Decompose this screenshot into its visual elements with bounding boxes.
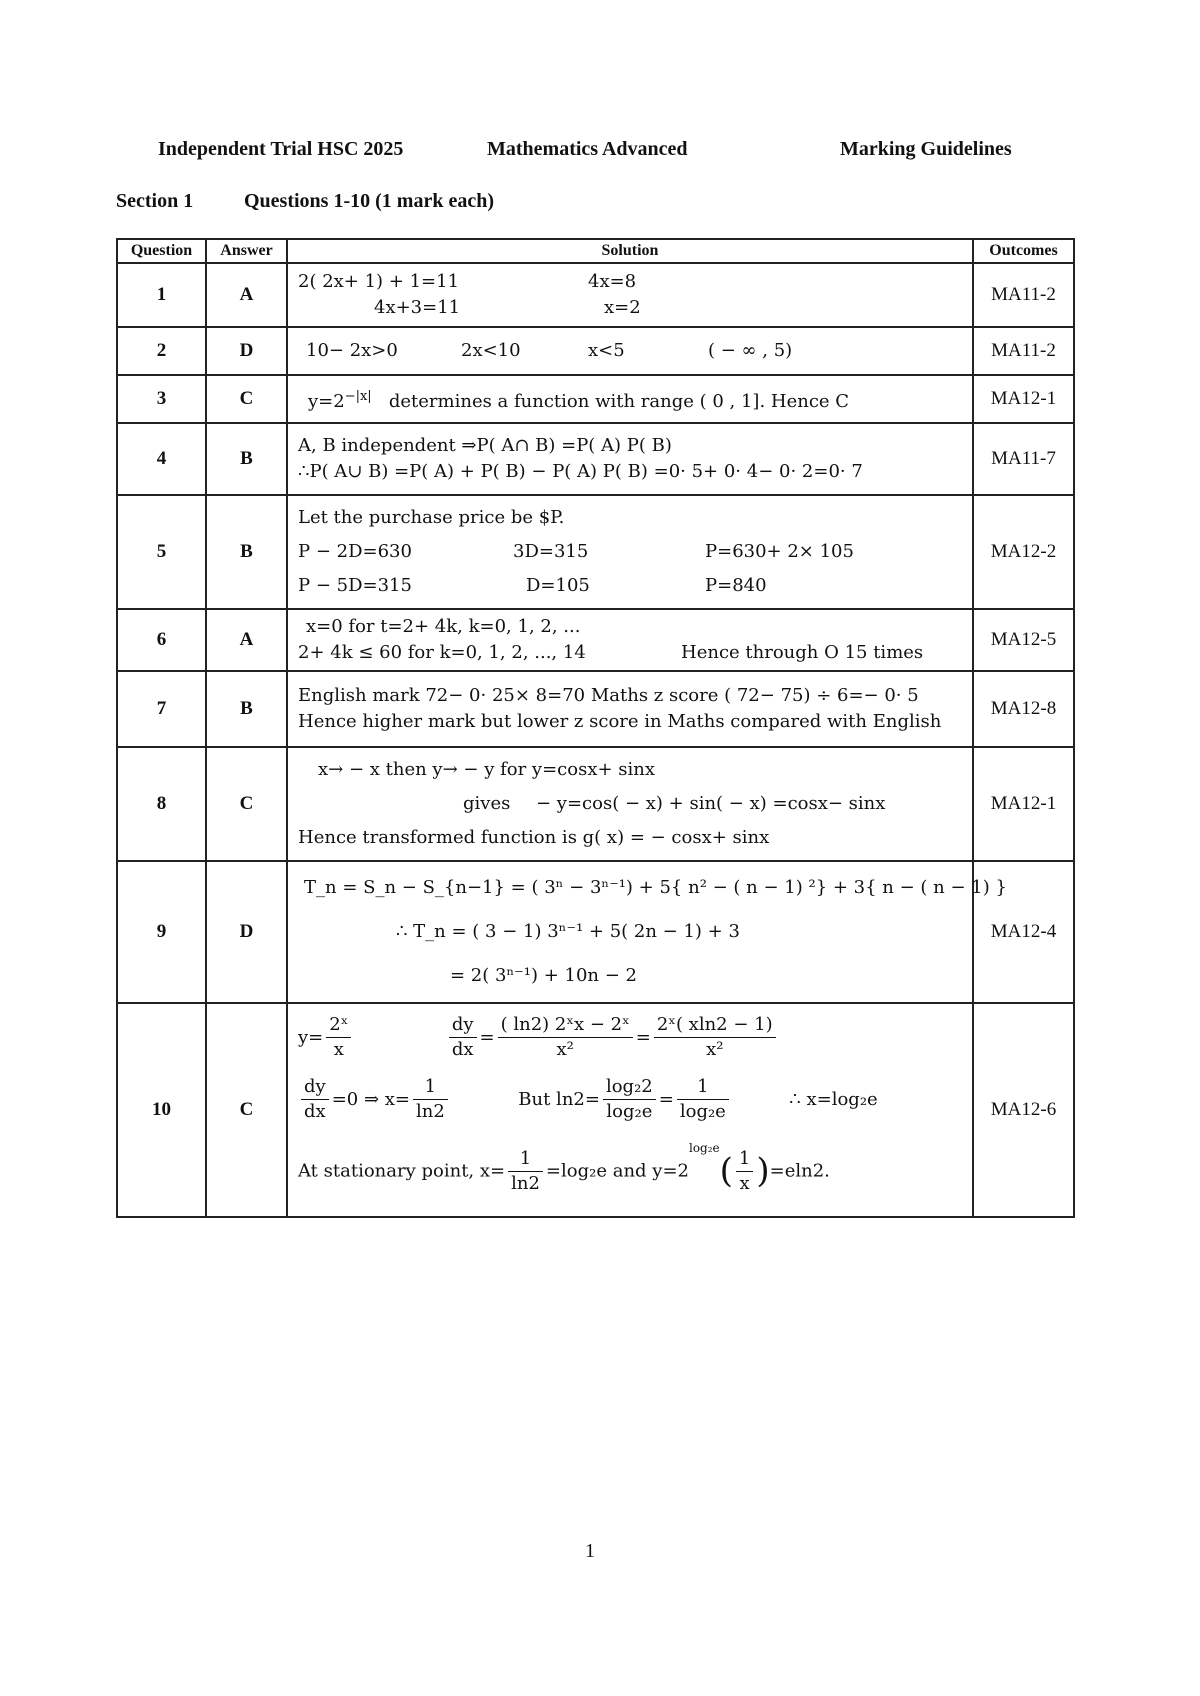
q5-r2b: D=105 — [526, 575, 590, 596]
outcome: MA12-1 — [973, 747, 1074, 861]
table-row — [117, 495, 1074, 609]
question-number: 2 — [117, 327, 206, 375]
table-row — [117, 609, 1074, 671]
answer: A — [206, 263, 287, 327]
q10-dydx2 — [301, 1075, 329, 1124]
table-row — [117, 375, 1074, 423]
table-row — [117, 747, 1074, 861]
outcome: MA12-1 — [973, 375, 1074, 423]
answer: A — [206, 609, 287, 671]
q10-log-frac — [603, 1075, 656, 1124]
q5-r1c: P=630+ 2× 105 — [705, 541, 854, 562]
q10-therefore: ∴ x=log₂e — [789, 1089, 878, 1110]
q10-eqlog: =log₂e and y=2 — [545, 1160, 689, 1182]
header-center: Mathematics Advanced — [487, 138, 688, 160]
answer: D — [206, 861, 287, 1003]
question-number: 5 — [117, 495, 206, 609]
table-row — [117, 671, 1074, 747]
q8-line3: Hence transformed function is g( x) = − cosx+ sinx — [298, 827, 770, 848]
q10-one2: 1 — [677, 1075, 729, 1100]
outcome: MA12-4 — [973, 861, 1074, 1003]
solution-2 — [287, 327, 973, 375]
question-number: 9 — [117, 861, 206, 1003]
q10-eq1: = — [479, 1027, 495, 1048]
outcome: MA11-7 — [973, 423, 1074, 495]
q10-log22: log₂2 — [603, 1075, 656, 1100]
answer: D — [206, 327, 287, 375]
q10-zero: =0 ⇒ x= — [331, 1089, 410, 1110]
table-row — [117, 327, 1074, 375]
q10-stat: At stationary point, x= — [298, 1160, 506, 1182]
q10-dydx — [449, 1013, 477, 1062]
q10-y-frac — [326, 1013, 351, 1062]
q10-deriv-den: x² — [556, 1039, 574, 1060]
q10-y-den: x — [333, 1039, 344, 1060]
page-number: 1 — [585, 1540, 595, 1562]
q10-dx2: dx — [304, 1101, 326, 1122]
q10-deriv-num: ( ln2) 2ˣx − 2ˣ — [498, 1013, 633, 1038]
question-number: 1 — [117, 263, 206, 327]
solution-6 — [287, 609, 973, 671]
q10-dy2: dy — [301, 1075, 329, 1100]
solution-4 — [287, 423, 973, 495]
table-header-row — [117, 239, 1074, 263]
question-number: 6 — [117, 609, 206, 671]
q10-dy: dy — [449, 1013, 477, 1038]
q9-line1: T_n = S_n − S_{n−1} = ( 3ⁿ − 3ⁿ⁻¹) + 5{ n² − ( n − 1) ²} + 3{ n − ( n − 1) } — [304, 877, 1007, 898]
solution-10: y= $\frac{\text{2ˣ}}{x}$ $\frac{dy}{dx}$ = $\frac{\text{( ln2) 2ˣx − 2ˣ}}{\text{x²}}$ = $\frac{\text{2ˣ( xln2 − 1)}}{\text{x²}}$ $\frac{dy}{dx}$ =0 ⇒ x= $\frac{1}{\ln 2}$ But ln2= $\frac{\text{log₂2}}{\text{log₂e}}$ = $\frac{1}{\text{log₂e}}$ ∴ x=log₂e At stationary point, x= $\frac{1}{\ln 2}$ =log₂e and $y=2^{log_2e}$( $\frac{1}{x}$ )=eln2. — [287, 1003, 973, 1217]
q10-ln2b: ln2 — [511, 1172, 540, 1194]
outcome: MA12-5 — [973, 609, 1074, 671]
q10-one-over-ln2 — [413, 1075, 448, 1124]
q8-gives: gives — [463, 793, 511, 814]
col-answer: Answer — [206, 239, 287, 263]
q10-log2e: log₂e — [606, 1101, 653, 1122]
solution-1 — [287, 263, 973, 327]
solution-7 — [287, 671, 973, 747]
q8-line1: x→ − x then y→ − y for y=cosx+ sinx — [318, 759, 656, 780]
col-solution: Solution — [287, 239, 973, 263]
q10-deriv — [498, 1013, 633, 1062]
q7-line2: Hence higher mark but lower z score in Maths compared with English — [298, 711, 942, 732]
q6-line2: 2+ 4k ≤ 60 for k=0, 1, 2, ..., 14 — [298, 642, 586, 663]
q10-one3: 1 — [508, 1147, 543, 1172]
q9-line3: = 2( 3ⁿ⁻¹) + 10n − 2 — [450, 965, 637, 986]
q10-dx: dx — [451, 1039, 474, 1060]
q3-exp: −|x| — [344, 388, 372, 404]
q1-line2: 4x+3=11 — [374, 297, 461, 318]
q2-d: ( − ∞ , 5) — [708, 340, 793, 361]
q10-eq3: = — [658, 1089, 674, 1110]
q10-stat-frac — [508, 1147, 543, 1196]
q2-a: 10− 2x>0 — [306, 340, 398, 361]
q10-paren-num: 1 — [736, 1147, 753, 1172]
col-question: Question — [117, 239, 206, 263]
solution-8 — [287, 747, 973, 861]
q10-y-num: 2ˣ — [326, 1013, 351, 1038]
solution-5 — [287, 495, 973, 609]
q1-line1: 2( 2x+ 1) + 1=11 — [298, 271, 460, 292]
q1-line2b: x=2 — [604, 297, 641, 318]
q5-intro: Let the purchase price be $P. — [298, 507, 565, 528]
solution-9 — [287, 861, 1007, 1003]
answer: C — [206, 375, 287, 423]
outcome: MA12-6 — [973, 1003, 1074, 1217]
q10-deriv2-den: x² — [706, 1039, 724, 1060]
table-row — [117, 861, 1074, 1003]
q10-final: =eln2. — [769, 1160, 830, 1182]
table-row — [117, 423, 1074, 495]
q10-paren-den: x — [739, 1172, 750, 1194]
answer: B — [206, 671, 287, 747]
answer: B — [206, 495, 287, 609]
answer: B — [206, 423, 287, 495]
q5-r1b: 3D=315 — [513, 541, 589, 562]
q10-one: 1 — [413, 1075, 448, 1100]
question-number: 7 — [117, 671, 206, 747]
header-left: Independent Trial HSC 2025 — [158, 138, 404, 160]
table-row — [117, 1003, 1074, 1217]
q4-line2: ∴P( A∪ B) =P( A) + P( B) − P( A) P( B) =0· 5+ 0· 4− 0· 2=0· 7 — [298, 461, 863, 482]
q8-line2: − y=cos( − x) + sin( − x) =cosx− sinx — [536, 793, 886, 814]
q9-line2: ∴ T_n = ( 3 − 1) 3ⁿ⁻¹ + 5( 2n − 1) + 3 — [396, 921, 740, 942]
question-number: 3 — [117, 375, 206, 423]
question-number: 4 — [117, 423, 206, 495]
marking-table — [116, 238, 1075, 1218]
solution-3 — [287, 375, 973, 423]
q6-line1: x=0 for t=2+ 4k, k=0, 1, 2, ... — [306, 616, 581, 637]
q5-r2c: P=840 — [705, 575, 767, 596]
q10-log2e2: log₂e — [679, 1101, 726, 1122]
section-title: Questions 1-10 (1 mark each) — [244, 190, 494, 212]
q10-y-eq: y= — [298, 1027, 324, 1048]
section-label: Section 1 — [116, 190, 194, 212]
answer: C — [206, 1003, 287, 1217]
q10-but: But ln2= — [518, 1089, 600, 1110]
question-number: 8 — [117, 747, 206, 861]
answer: C — [206, 747, 287, 861]
q10-eq2: = — [635, 1027, 651, 1048]
q10-sup: log₂e — [688, 1141, 720, 1155]
header-right: Marking Guidelines — [840, 138, 1012, 160]
col-outcomes: Outcomes — [973, 239, 1074, 263]
q5-r1a: P − 2D=630 — [298, 541, 412, 562]
q10-ln2: ln2 — [416, 1101, 445, 1122]
q1-line1b: 4x=8 — [588, 271, 637, 292]
q10-log-frac2 — [677, 1075, 729, 1124]
q4-line1: A, B independent ⇒P( A∩ B) =P( A) P( B) — [298, 435, 672, 456]
q6-line2b: Hence through O 15 times — [681, 642, 924, 663]
q7-line1: English mark 72− 0· 25× 8=70 Maths z score ( 72− 75) ÷ 6=− 0· 5 — [298, 685, 919, 706]
q10-deriv2-num: 2ˣ( xln2 − 1) — [654, 1013, 776, 1038]
outcome: MA12-2 — [973, 495, 1074, 609]
q3-a: y=2 — [308, 390, 345, 412]
outcome: MA11-2 — [973, 327, 1074, 375]
outcome: MA12-8 — [973, 671, 1074, 747]
q3-b: determines a function with range ( 0 , 1]. Hence C — [388, 390, 850, 412]
q10-paren-frac — [736, 1147, 753, 1196]
q5-r2a: P − 5D=315 — [298, 575, 412, 596]
table-row — [117, 263, 1074, 327]
q10-deriv2 — [654, 1013, 776, 1062]
q2-c: x<5 — [588, 340, 625, 361]
question-number: 10 — [117, 1003, 206, 1217]
q2-b: 2x<10 — [461, 340, 521, 361]
outcome: MA11-2 — [973, 263, 1074, 327]
